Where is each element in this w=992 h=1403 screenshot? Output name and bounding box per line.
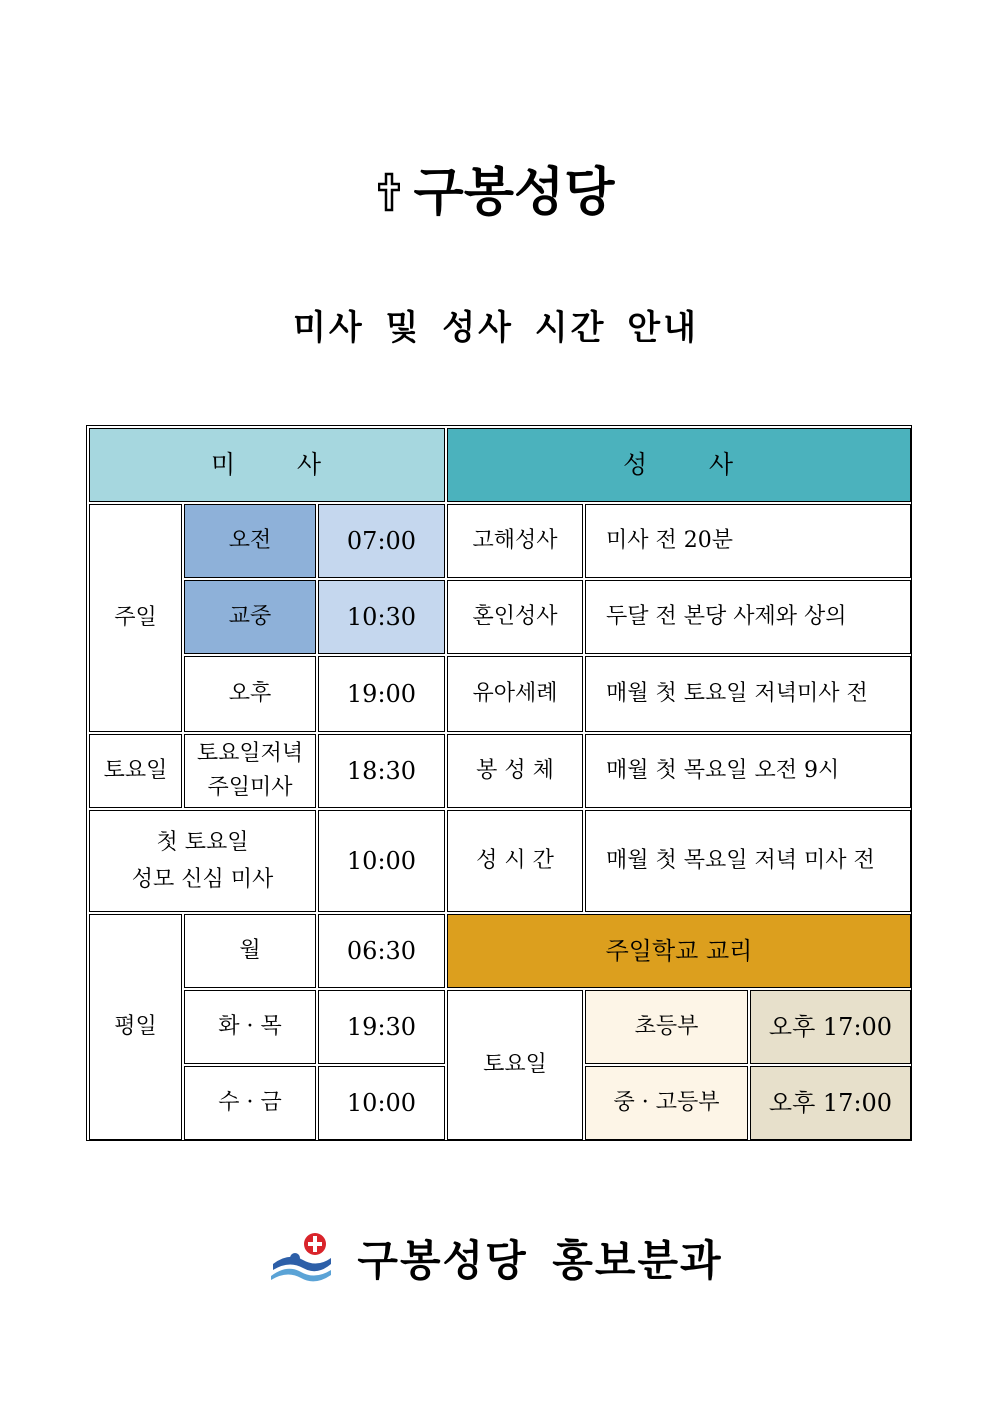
saturday-session: 토요일저녁 주일미사	[184, 734, 316, 808]
schedule-table	[86, 425, 912, 1141]
school-group: 초등부	[585, 990, 748, 1064]
sunday-time: 10:30	[318, 580, 445, 654]
footer-text: 구봉성당 홍보분과	[357, 1236, 723, 1285]
mass-header: 미 사	[89, 428, 445, 502]
sunday-label: 주일	[89, 504, 182, 732]
sacrament-detail: 두달 전 본당 사제와 상의	[585, 580, 911, 654]
saturday-label: 토요일	[89, 734, 182, 808]
sacrament-detail: 매월 첫 목요일 저녁 미사 전	[585, 810, 911, 912]
weekday-label: 평일	[89, 914, 182, 1140]
sunday-school-day: 토요일	[447, 990, 583, 1140]
saturday-time: 18:30	[318, 734, 445, 808]
sunday-school-header: 주일학교 교리	[447, 914, 911, 988]
sacrament-name: 봉 성 체	[447, 734, 583, 808]
footer	[0, 1228, 992, 1288]
school-group: 중 · 고등부	[585, 1066, 748, 1140]
page-title	[0, 150, 992, 225]
weekday-day: 화 · 목	[184, 990, 316, 1064]
sunday-time: 07:00	[318, 504, 445, 578]
sunday-session: 교중	[184, 580, 316, 654]
sacrament-detail: 미사 전 20분	[585, 504, 911, 578]
sacrament-name: 고해성사	[447, 504, 583, 578]
first-saturday-time: 10:00	[318, 810, 445, 912]
sacrament-name: 성 시 간	[447, 810, 583, 912]
sunday-session: 오전	[184, 504, 316, 578]
school-time: 오후 17:00	[750, 990, 911, 1064]
title-text: 구봉성당	[413, 163, 615, 223]
cross-icon	[378, 165, 400, 205]
sacrament-header: 성 사	[447, 428, 911, 502]
sacrament-detail: 매월 첫 목요일 오전 9시	[585, 734, 911, 808]
school-time: 오후 17:00	[750, 1066, 911, 1140]
sacrament-detail: 매월 첫 토요일 저녁미사 전	[585, 656, 911, 732]
weekday-day: 월	[184, 914, 316, 988]
sacrament-name: 유아세례	[447, 656, 583, 732]
weekday-time: 19:30	[318, 990, 445, 1064]
weekday-time: 10:00	[318, 1066, 445, 1140]
sacrament-name: 혼인성사	[447, 580, 583, 654]
weekday-time: 06:30	[318, 914, 445, 988]
weekday-day: 수 · 금	[184, 1066, 316, 1140]
sunday-time: 19:00	[318, 656, 445, 732]
parish-logo-icon	[269, 1230, 335, 1286]
page-subtitle: 미사 및 성사 시간 안내	[293, 308, 699, 348]
first-saturday-label: 첫 토요일 성모 신심 미사	[89, 810, 316, 912]
sunday-session: 오후	[184, 656, 316, 732]
